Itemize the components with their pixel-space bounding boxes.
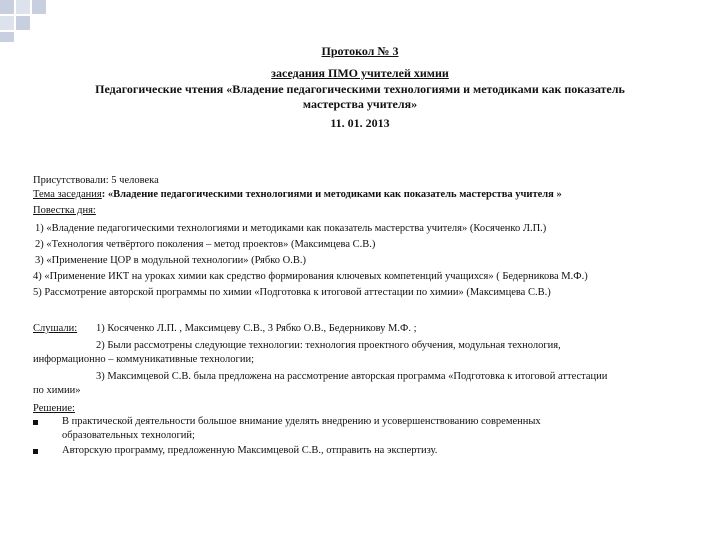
agenda-item: 4) «Применение ИКТ на уроках химии как средство формирования ключевых компетенций учащихся» ( Бедерникова М.Ф.) (33, 271, 588, 282)
meeting-title: заседания ПМО учителей химии (271, 66, 449, 80)
heard-item: 3) Максимцевой С.В. была предложена на рассмотрение авторская программа «Подготовка к итоговой аттестации (96, 371, 608, 382)
topic-label: Тема заседания (33, 189, 102, 200)
present-count: Присутствовали: 5 человека (33, 175, 159, 186)
bullet-icon (33, 449, 38, 454)
agenda-item: 3) «Применение ЦОР в модульной технологии» (Рябко О.В.) (35, 255, 307, 266)
heard-label: Слушали: (33, 323, 78, 334)
agenda-item: 1) «Владение педагогическими технологиями и методиками как показатель мастерства учителя» (Косяченко Л.П.) (35, 223, 547, 234)
topic-text: : «Владение педагогическими технологиями и методиками как показатель мастерства учителя » (101, 189, 562, 200)
bullet-icon (33, 420, 38, 425)
agenda-label: Повестка дня: (33, 205, 96, 216)
decision-item-continued: образовательных технологий; (62, 430, 195, 441)
heard-item: 1) Косяченко Л.П. , Максимцеву С.В., 3 Рябко О.В., Бедерникову М.Ф. ; (96, 323, 417, 334)
readings-title-line2: мастерства учителя» (302, 97, 418, 111)
decision-label: Решение: (33, 403, 75, 414)
heard-item-continued: информационно – коммуникативные технологии; (33, 354, 254, 365)
topic-line (33, 188, 562, 201)
heard-item: 2) Были рассмотрены следующие технологии: технология проектного обучения, модульная технология, (96, 340, 561, 351)
agenda-item: 2) «Технология четвёртого поколения – метод проектов» (Максимцева С.В.) (35, 239, 376, 250)
protocol-title: Протокол № 3 (321, 44, 399, 58)
heard-item-continued: по химии» (33, 385, 81, 396)
agenda-item: 5) Рассмотрение авторской программы по химии «Подготовка к итоговой аттестации по химии» (Максимцева С.В.) (33, 287, 551, 298)
corner-decoration (0, 0, 60, 44)
decision-item: Авторскую программу, предложенную Максимцевой С.В., отправить на экспертизу. (62, 445, 438, 456)
meeting-date: 11. 01. 2013 (330, 116, 390, 130)
decision-item: В практической деятельности большое внимание уделять внедрению и усовершенствованию современных (62, 416, 541, 427)
readings-title-line1: Педагогические чтения «Владение педагогическими технологиями и методиками как показатель (95, 82, 625, 96)
